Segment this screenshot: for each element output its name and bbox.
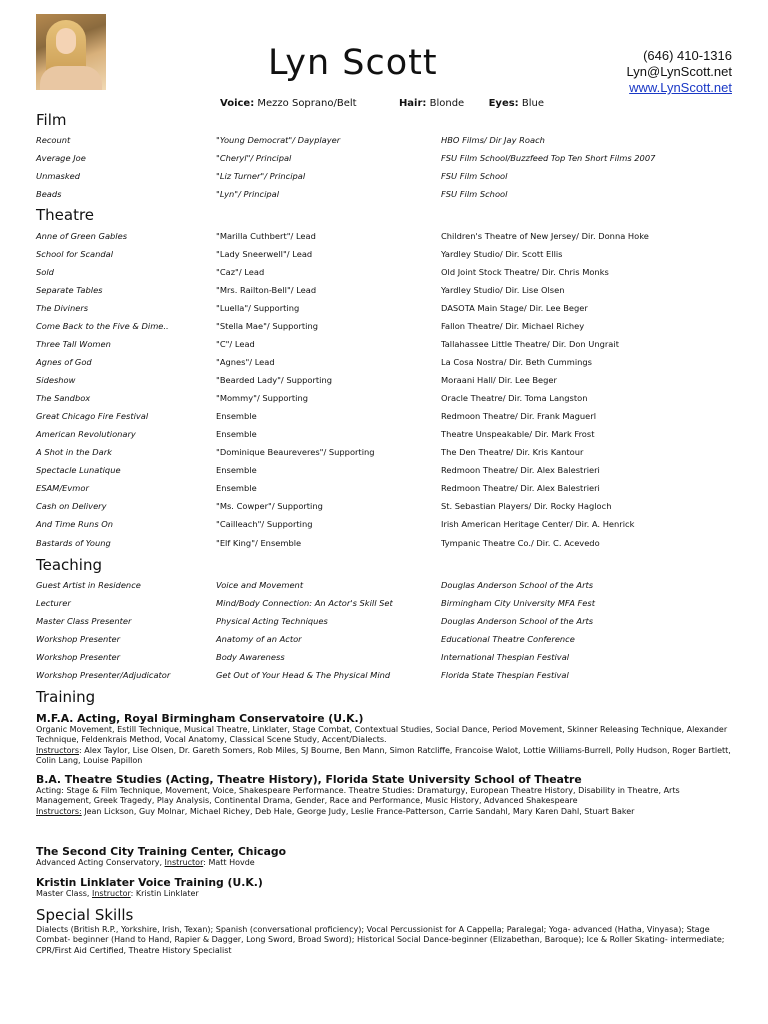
credit-title: Average Joe [36,153,86,163]
credit-company: Yardley Studio/ Dir. Lise Olsen [441,285,565,295]
theatre-row [0,393,768,407]
training-ba [36,773,736,817]
credit-role: "Cailleach"/ Supporting [216,519,313,529]
teaching-venue: Douglas Anderson School of the Arts [441,580,594,590]
program: Master Class, [36,889,92,898]
credit-role: "Liz Turner"/ Principal [216,171,306,181]
program: Advanced Acting Conservatory, [36,858,165,867]
credit-title: A Shot in the Dark [36,447,112,457]
credit-title: Agnes of God [36,357,92,367]
instructors-list: : Alex Taylor, Lise Olsen, Dr. Gareth Somers, Rob Miles, SJ Bourne, Ben Mann, Simon Ratcliffe, Francoise Walot, Lottie Williams-Burrell, Polly Hudson, Roger Bartlett, Colin Lang, Louise Papillon [36,745,731,765]
credit-role: "Mrs. Railton-Bell"/ Lead [216,285,317,295]
credit-title: And Time Runs On [36,519,114,529]
theatre-row [0,267,768,281]
theatre-row [0,231,768,245]
phone: (646) 410-1316 [643,48,732,63]
training-instructors [36,746,736,767]
film-heading: Film [36,111,67,129]
contact-block [627,48,732,96]
theatre-row [0,249,768,263]
theatre-row [0,411,768,425]
credit-role: "Elf King"/ Ensemble [216,538,302,548]
credit-role: "Dominique Beaureveres"/ Supporting [216,447,375,457]
instructors-label: Instructors: [36,806,82,816]
theatre-row [0,285,768,299]
eyes-label: Eyes: [488,98,519,109]
credit-role: "Mommy"/ Supporting [216,393,309,403]
credit-company: The Den Theatre/ Dir. Kris Kantour [441,447,584,457]
teaching-venue: Birmingham City University MFA Fest [441,598,595,608]
credit-title: ESAM/Evmor [36,483,89,493]
credit-company: St. Sebastian Players/ Dir. Rocky Hagloch [441,501,612,511]
credit-role: "Lady Sneerwell"/ Lead [216,249,313,259]
credit-title: Sideshow [36,375,76,385]
credit-company: Moraani Hall/ Dir. Lee Beger [441,375,557,385]
special-skills-text: Dialects (British R.P., Yorkshire, Irish, Texan); Spanish (conversational proficiency); Vocal Percussionist for A Cappella; Paralegal; Yoga- advanced (Hatha, Vinyasa); Stage Combat- beginner (Hand to Hand, Rapier & Dagger, Long Sword, Broad Sword); Historical Social Dance-beginner (Elizabethan, Baroque); Ice & Roller Skating- intermediate; CPR/First Aid Certified, Theatre History Specialist [36,925,725,955]
credit-title: Sold [36,267,54,277]
film-row [0,171,768,185]
credit-role: Ensemble [216,429,257,439]
special-skills-heading: Special Skills [36,906,134,924]
training-description: Acting: Stage & Film Technique, Movement, Voice, Shakespeare Performance. Theatre Studies: Dramaturgy, European Theatre History, Disability in Theatre, Arts Management, Greek Tragedy, Play Analysis, Continental Drama, Gender, Race and Performance, Music History, Advanced Shakespeare [36,786,680,806]
credit-company: Tallahassee Little Theatre/ Dir. Don Ungrait [441,339,619,349]
credit-company: Oracle Theatre/ Dir. Toma Langston [441,393,588,403]
teaching-role: Guest Artist in Residence [36,580,141,590]
credit-company: HBO Films/ Dir Jay Roach [441,135,545,145]
instructors-list: Jean Lickson, Guy Molnar, Michael Richey, Deb Hale, George Judy, Leslie France-Patterson, Carrie Sandahl, Mary Karen Dahl, Stuart Baker [81,806,635,816]
training-linklater [36,876,736,899]
credit-title: School for Scandal [36,249,114,259]
training-title: The Second City Training Center, Chicago [36,845,287,858]
credit-role: "Caz"/ Lead [216,267,265,277]
training-heading: Training [36,688,96,706]
instructor-name: : Matt Hovde [203,858,255,867]
credit-company: Theatre Unspeakable/ Dir. Mark Frost [441,429,595,439]
teaching-row [0,652,768,666]
credit-title: Cash on Delivery [36,501,107,511]
credit-title: Three Tall Women [36,339,111,349]
training-description: Organic Movement, Estill Technique, Musical Theatre, Linklater, Stage Combat, Contextual Studies, Social Dance, Period Movement, Skinner Releasing Technique, Alexander Technique, Feldenkrais Method, Vocal Anatomy, Classical Scene Study, Accent/Dialects. [36,725,728,745]
theatre-row [0,519,768,533]
instructor-label: Instructor [92,889,131,898]
training-title: M.F.A. Acting, Royal Birmingham Conservatoire (U.K.) [36,712,364,725]
credit-role: "Agnes"/ Lead [216,357,275,367]
teaching-row [0,634,768,648]
theatre-row [0,357,768,371]
credit-role: "Young Democrat"/ Dayplayer [216,135,341,145]
credit-company: FSU Film School/Buzzfeed Top Ten Short Films 2007 [441,153,656,163]
credit-title: Spectacle Lunatique [36,465,121,475]
instructor-label: Instructor [164,858,204,867]
credit-role: "Marilla Cuthbert"/ Lead [216,231,316,241]
credit-title: Anne of Green Gables [36,231,128,241]
credit-title: American Revolutionary [36,429,136,439]
teaching-row [0,580,768,594]
eyes-value: Blue [521,98,545,109]
credit-title: Great Chicago Fire Festival [36,411,149,421]
theatre-row [0,303,768,317]
film-row [0,153,768,167]
hair-label: Hair: [398,98,427,109]
film-row [0,189,768,203]
training-instructors [36,807,736,817]
actor-name: Lyn Scott [268,43,438,83]
credit-company: Children's Theatre of New Jersey/ Dir. Donna Hoke [441,231,649,241]
credit-company: FSU Film School [441,189,508,199]
teaching-role: Master Class Presenter [36,616,132,626]
photo-face [56,28,76,54]
credit-title: The Sandbox [36,393,91,403]
credit-company: Old Joint Stock Theatre/ Dir. Chris Monks [441,267,609,277]
teaching-topic: Mind/Body Connection: An Actor's Skill Set [216,598,393,608]
hair-value: Blonde [429,98,465,109]
training-mfa [36,712,736,766]
credit-title: The Diviners [36,303,89,313]
credit-company: La Cosa Nostra/ Dir. Beth Cummings [441,357,592,367]
theatre-row [0,429,768,443]
teaching-topic: Anatomy of an Actor [216,634,302,644]
theatre-row [0,465,768,479]
photo-shoulders [40,66,102,90]
credit-company: Redmoon Theatre/ Dir. Alex Balestrieri [441,465,600,475]
theatre-row [0,339,768,353]
credit-role: "Luella"/ Supporting [216,303,300,313]
credit-company: Redmoon Theatre/ Dir. Frank Maguerl [441,411,596,421]
credit-role: "Bearded Lady"/ Supporting [216,375,332,385]
teaching-row [0,670,768,684]
teaching-row [0,616,768,630]
teaching-role: Lecturer [36,598,71,608]
instructor-name: : Kristin Linklater [130,889,199,898]
theatre-row [0,447,768,461]
teaching-venue: International Thespian Festival [441,652,570,662]
credit-role: Ensemble [216,483,257,493]
credit-role: "Stella Mae"/ Supporting [216,321,318,331]
teaching-row [0,598,768,612]
training-description [36,858,736,868]
teaching-topic: Body Awareness [216,652,285,662]
credit-title: Unmasked [36,171,80,181]
credit-title: Beads [36,189,62,199]
film-row [0,135,768,149]
credit-title: Bastards of Young [36,538,111,548]
credit-role: Ensemble [216,411,257,421]
training-title: B.A. Theatre Studies (Acting, Theatre History), Florida State University School of Theatre [36,773,582,786]
credit-role: "C"/ Lead [216,339,255,349]
teaching-role: Workshop Presenter [36,652,121,662]
theatre-row [0,538,768,552]
credit-company: FSU Film School [441,171,508,181]
teaching-heading: Teaching [36,556,102,574]
voice-value: Mezzo Soprano/Belt [257,98,357,109]
credit-company: Irish American Heritage Center/ Dir. A. Henrick [441,519,635,529]
teaching-topic: Physical Acting Techniques [216,616,328,626]
teaching-venue: Educational Theatre Conference [441,634,575,644]
training-description [36,889,736,899]
training-second-city [36,845,736,868]
voice-label: Voice: [220,98,255,109]
theatre-row [0,501,768,515]
credit-company: Fallon Theatre/ Dir. Michael Richey [441,321,585,331]
vitals-line [220,98,544,109]
credit-company: Yardley Studio/ Dir. Scott Ellis [441,249,563,259]
email: Lyn@LynScott.net [626,64,732,79]
credit-company: DASOTA Main Stage/ Dir. Lee Beger [441,303,588,313]
credit-title: Recount [36,135,71,145]
training-title: Kristin Linklater Voice Training (U.K.) [36,876,263,889]
instructors-label: Instructors [36,745,79,755]
teaching-topic: Get Out of Your Head & The Physical Mind [216,670,391,680]
teaching-role: Workshop Presenter/Adjudicator [36,670,171,680]
credit-role: "Cheryl"/ Principal [216,153,292,163]
credit-role: Ensemble [216,465,257,475]
credit-role: "Lyn"/ Principal [216,189,280,199]
teaching-role: Workshop Presenter [36,634,121,644]
credit-company: Tympanic Theatre Co./ Dir. C. Acevedo [441,538,600,548]
theatre-row [0,483,768,497]
teaching-topic: Voice and Movement [216,580,304,590]
teaching-venue: Florida State Thespian Festival [441,670,569,680]
theatre-row [0,375,768,389]
credit-company: Redmoon Theatre/ Dir. Alex Balestrieri [441,483,600,493]
theatre-row [0,321,768,335]
credit-title: Separate Tables [36,285,103,295]
website-link[interactable]: www.LynScott.net [629,80,732,95]
credit-title: Come Back to the Five & Dime.. [36,321,169,331]
credit-role: "Ms. Cowper"/ Supporting [216,501,323,511]
theatre-heading: Theatre [36,206,95,224]
headshot-photo [36,14,106,90]
teaching-venue: Douglas Anderson School of the Arts [441,616,594,626]
